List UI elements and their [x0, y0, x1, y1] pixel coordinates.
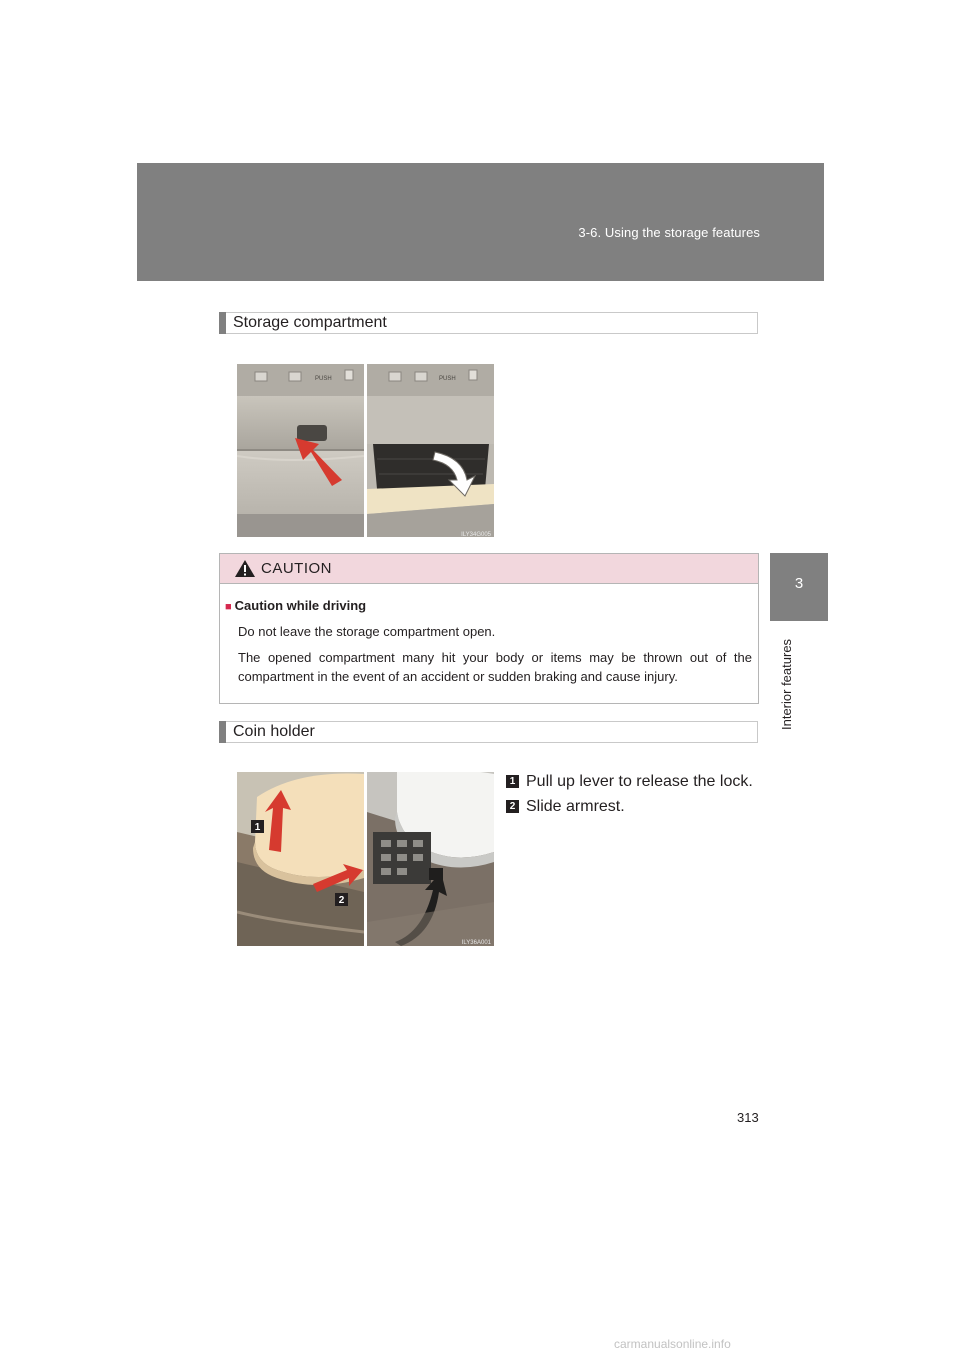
coin-holder-heading: [219, 721, 758, 743]
heading-text: Coin holder: [233, 723, 315, 740]
coin-holder-figure: [237, 772, 494, 946]
warning-triangle-icon: [234, 559, 256, 578]
figure-panel-lever: [367, 772, 494, 946]
step-number-badge: 1: [506, 775, 519, 788]
push-label: PUSH: [315, 376, 332, 382]
step-number-badge: 2: [506, 800, 519, 813]
caution-title: CAUTION: [261, 560, 332, 577]
figure-panel-closed: [237, 364, 364, 537]
chapter-number: 3: [794, 575, 804, 592]
page-number: 313: [737, 1110, 759, 1125]
caution-text-line: Do not leave the storage compartment open.: [238, 624, 496, 639]
heading-bar: [219, 721, 226, 743]
caution-text-line: The opened compartment many hit your body or items may be thrown out of the compartment in the event of an accident or sudden braking and cause injury.: [238, 650, 752, 684]
figure-panel-open: [367, 364, 494, 537]
figure-badge-2: 2: [338, 895, 345, 906]
header-band: [137, 163, 824, 281]
heading-bar: [219, 312, 226, 334]
step-item: [506, 794, 753, 819]
figure-badge-1: 1: [254, 822, 261, 833]
chapter-label: Interior features: [779, 638, 794, 730]
caution-box: [219, 553, 759, 704]
storage-compartment-figure: [237, 364, 494, 537]
caution-subheading: [225, 598, 366, 613]
heading-text: Storage compartment: [233, 314, 387, 331]
step-text: Pull up lever to release the lock.: [526, 772, 753, 790]
figure-panel-armrest: [237, 772, 364, 946]
caution-header: [220, 554, 758, 584]
storage-compartment-heading: [219, 312, 758, 334]
chapter-tab: [770, 553, 828, 621]
step-list: [506, 769, 753, 819]
watermark[interactable]: carmanualsonline.info: [614, 1337, 731, 1351]
caution-subheading-text: Caution while driving: [234, 598, 367, 613]
push-label: PUSH: [439, 376, 456, 382]
section-title: 3-6. Using the storage features: [578, 225, 760, 240]
figure-code: ILY36A001: [461, 940, 491, 946]
figure-code: ILY34G005: [461, 532, 491, 537]
step-text: Slide armrest.: [526, 797, 625, 815]
step-item: [506, 769, 753, 794]
square-bullet-icon: ■: [225, 601, 232, 613]
